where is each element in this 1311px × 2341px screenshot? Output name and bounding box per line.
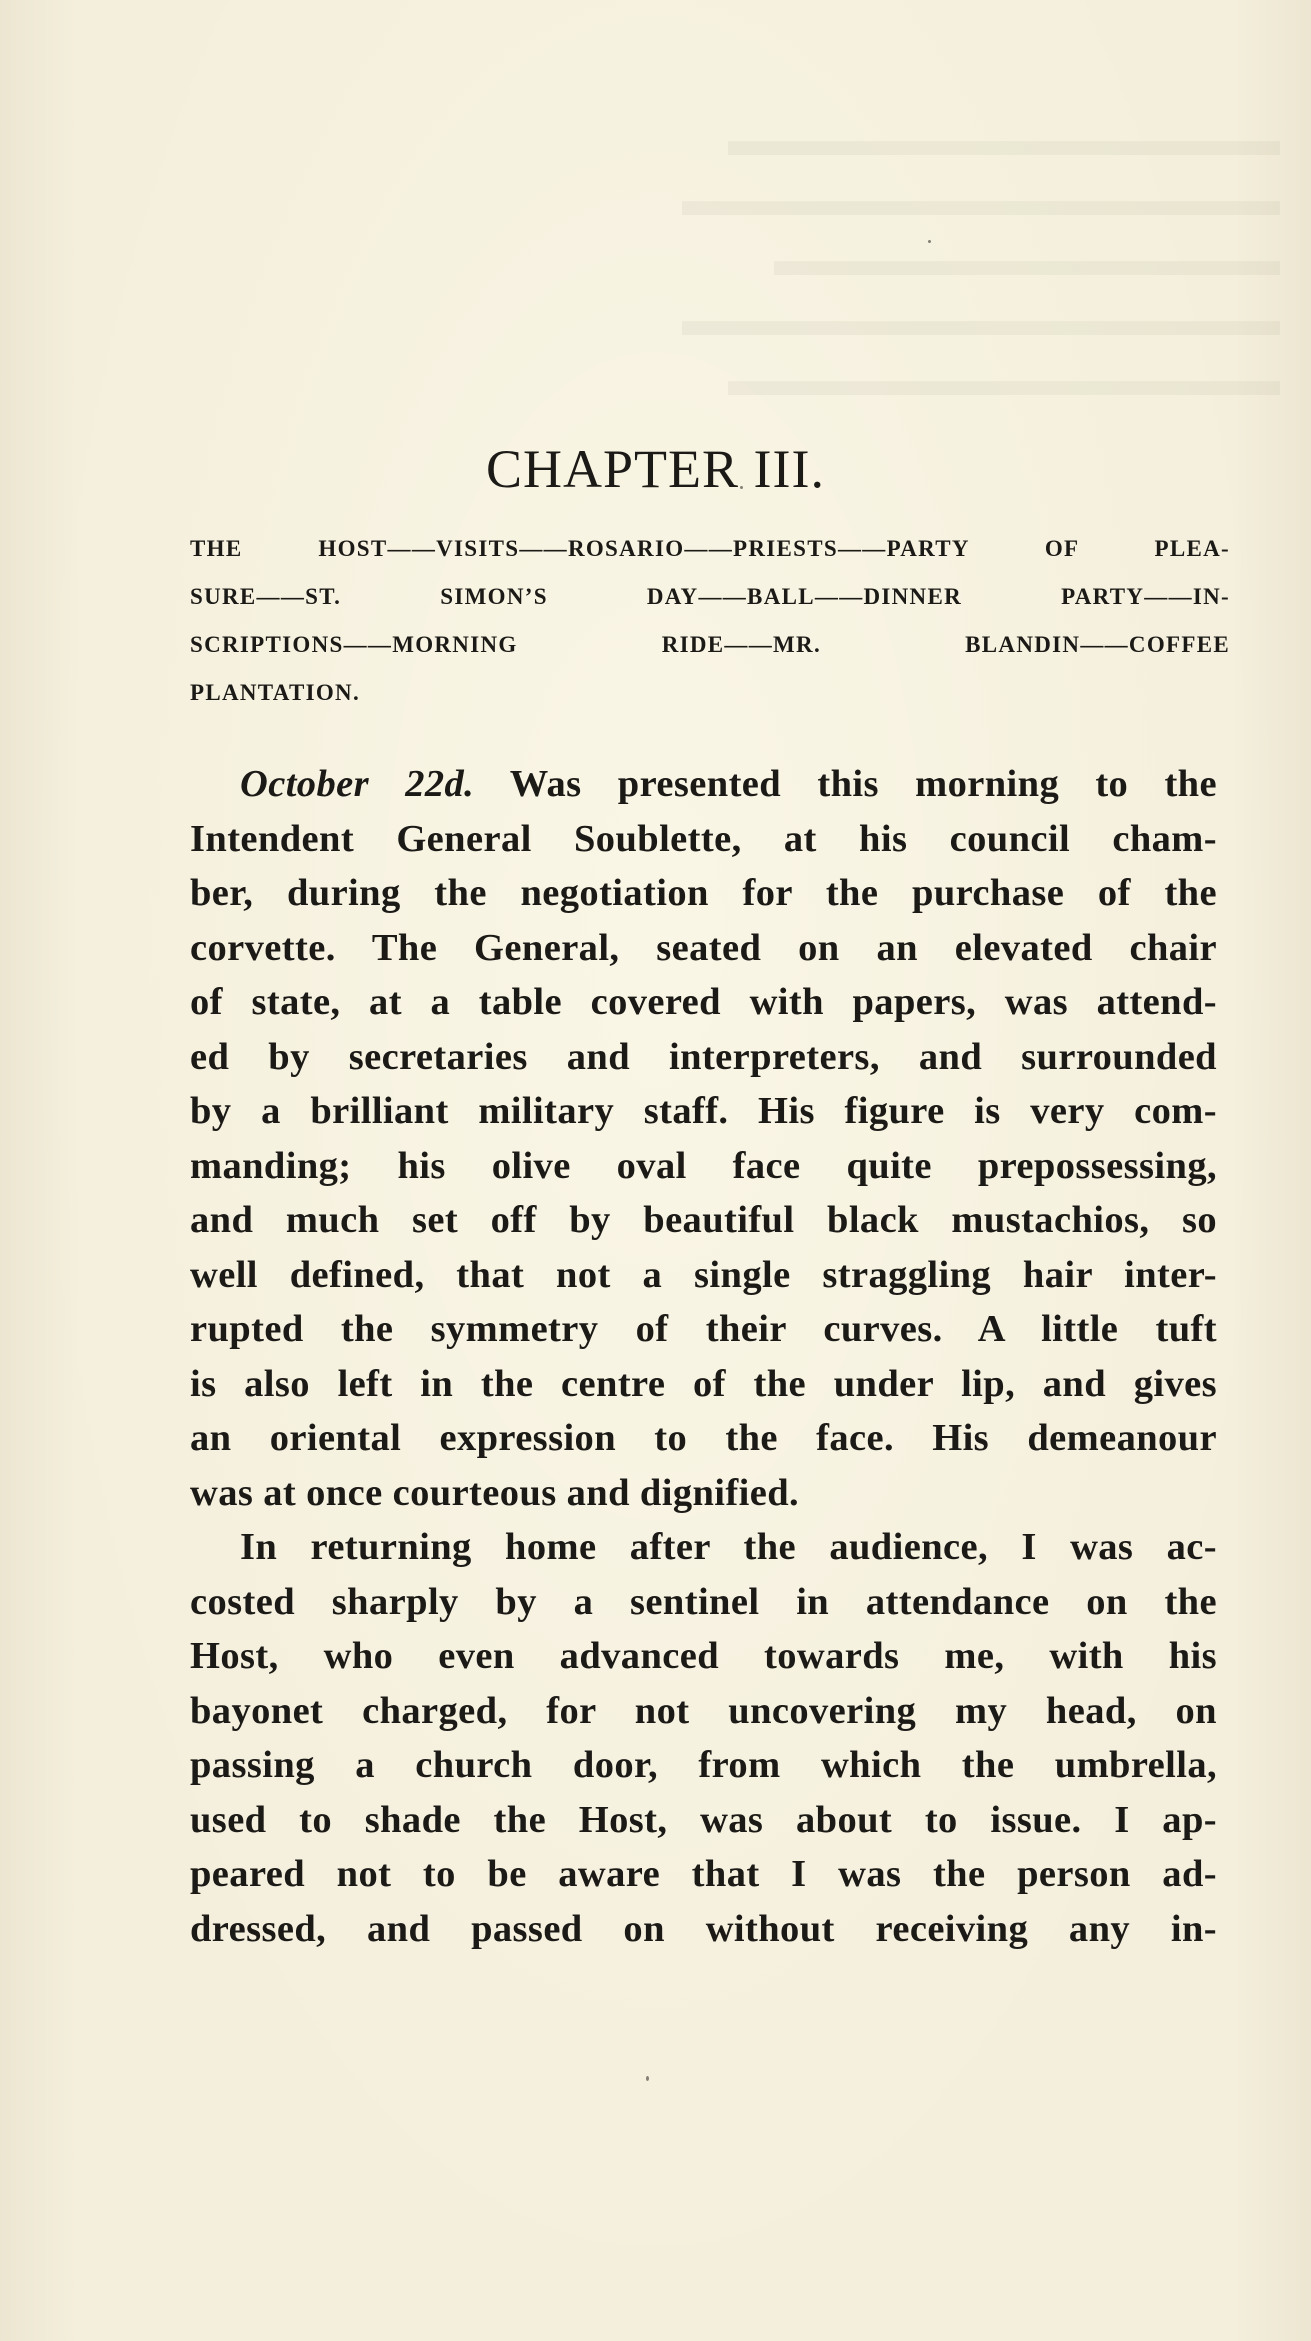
body-line: dressed, and passed on without receiving any in-: [190, 1907, 1217, 1950]
body-line: used to shade the Host, was about to issue. I ap-: [190, 1798, 1217, 1841]
body-line: an oriental expression to the face. His demeanour: [190, 1417, 1217, 1459]
body-line: was at once courteous and dignified.: [190, 1471, 800, 1514]
body-line-text: Was presented this morning to the: [474, 763, 1217, 805]
body-line: bayonet charged, for not uncovering my head, on: [190, 1689, 1217, 1732]
bleed-through-texture: ▬▬▬▬▬▬▬▬▬▬▬▬ ▬▬▬▬▬▬▬▬▬▬▬▬▬ ▬▬▬▬▬▬▬▬▬▬▬ ▬▬▬▬▬▬▬▬▬▬▬▬▬ ▬▬▬▬▬▬▬▬▬▬▬▬: [682, 114, 1280, 405]
speck: [646, 2076, 649, 2081]
body-line: is also left in the centre of the under lip, and gives: [190, 1362, 1217, 1405]
body-line: ed by secretaries and interpreters, and surrounded: [190, 1035, 1217, 1078]
body-text: [190, 757, 1217, 1956]
body-line: well defined, that not a single straggling hair inter-: [190, 1253, 1217, 1296]
entry-date: October 22d.: [240, 763, 475, 805]
body-line: In returning home after the audience, I was ac-: [240, 1526, 1217, 1568]
body-line: peared not to be aware that I was the person ad-: [190, 1853, 1217, 1895]
body-line: corvette. The General, seated on an elevated chair: [190, 926, 1217, 969]
body-line: ber, during the negotiation for the purchase of the: [190, 872, 1217, 914]
body-line: rupted the symmetry of their curves. A little tuft: [190, 1308, 1217, 1350]
body-line: [190, 757, 1217, 812]
body-line: costed sharply by a sentinel in attendance on the: [190, 1580, 1217, 1623]
body-line: and much set off by beautiful black mustachios, so: [190, 1199, 1217, 1241]
body-line: manding; his olive oval face quite prepossessing,: [190, 1144, 1217, 1187]
body-line: by a brilliant military staff. His figure is very com-: [190, 1090, 1217, 1132]
synopsis-line: SURE——ST. SIMON’S DAY——BALL——DINNER PARTY——IN-: [190, 584, 1230, 609]
speck: [928, 240, 931, 243]
chapter-title: CHAPTER III.: [486, 439, 825, 500]
body-line: Intendent General Soublette, at his council cham-: [190, 817, 1217, 860]
synopsis-line: PLANTATION.: [190, 680, 360, 705]
body-line: Host, who even advanced towards me, with his: [190, 1635, 1217, 1677]
body-line: passing a church door, from which the umbrella,: [190, 1744, 1217, 1786]
body-line: of state, at a table covered with papers, was attend-: [190, 981, 1217, 1023]
chapter-synopsis: [190, 525, 1230, 717]
synopsis-line: SCRIPTIONS——MORNING RIDE——MR. BLANDIN——COFFEE: [190, 632, 1230, 657]
synopsis-line: THE HOST——VISITS——ROSARIO——PRIESTS——PARTY OF PLEA-: [190, 536, 1230, 561]
